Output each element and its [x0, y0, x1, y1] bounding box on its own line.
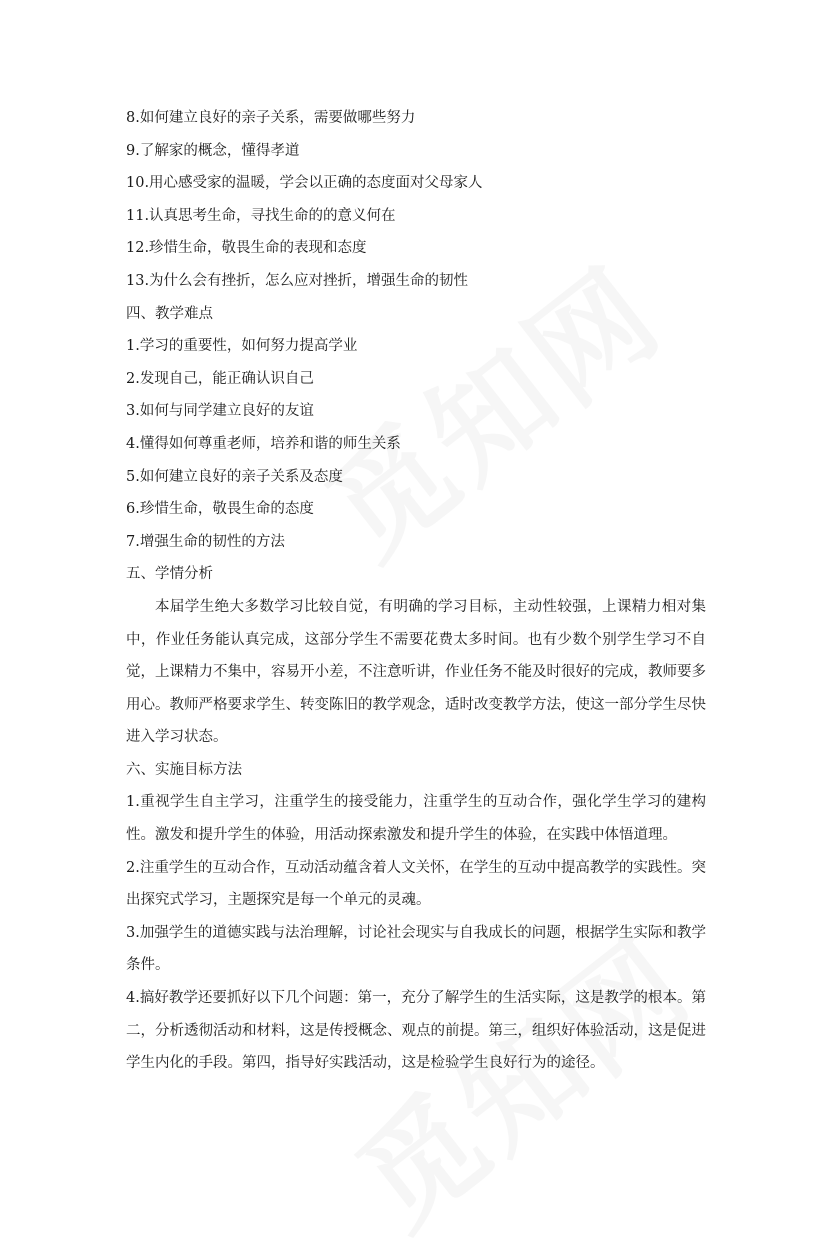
list-item: 3.如何与同学建立良好的友谊 — [126, 403, 314, 420]
method-paragraph: 2.注重学生的互动合作，互动活动蕴含着人文关怀，在学生的互动中提高教学的实践性。突出探究式学习，主题探究是每一个单元的灵魂。 — [126, 859, 706, 909]
list-item: 11.认真思考生命，寻找生命的的意义何在 — [126, 207, 396, 224]
method-paragraph: 1.重视学生自主学习，注重学生的接受能力，注重学生的互动合作，强化学生学习的建构性。激发和提升学生的体验，用活动探索激发和提升学生的体验，在实践中体悟道理。 — [126, 794, 706, 844]
method-paragraph: 4.搞好教学还要抓好以下几个问题：第一，充分了解学生的生活实际，这是教学的根本。第二，分析透彻活动和材料，这是传授概念、观点的前提。第三，组织好体验活动，这是促进学生内化的手段。第四，指导好实践活动，这是检验学生良好行为的途径。 — [126, 990, 706, 1072]
section-heading-difficulties: 四、教学难点 — [126, 305, 213, 322]
list-item: 8.如何建立良好的亲子关系，需要做哪些努力 — [126, 110, 416, 126]
list-item: 2.发现自己，能正确认识自己 — [126, 370, 314, 387]
list-item: 1.学习的重要性，如何努力提高学业 — [126, 338, 358, 355]
section-heading-analysis: 五、学情分析 — [126, 566, 213, 583]
section-heading-methods: 六、实施目标方法 — [126, 761, 242, 778]
analysis-paragraph: 本届学生绝大多数学习比较自觉，有明确的学习目标，主动性较强，上课精力相对集中，作业任务能认真完成，这部分学生不需要花费太多时间。也有少数个别学生学习不自觉，上课精力不集中，容易开小差，不注意听讲，作业任务不能及时很好的完成，教师要多用心。教师严格要求学生、转变陈旧的教学观念，适时改变教学方法，使这一部分学生尽快进入学习状态。 — [126, 598, 706, 746]
list-item: 12.珍惜生命，敬畏生命的表现和态度 — [126, 240, 367, 257]
list-item: 9.了解家的概念，懂得孝道 — [126, 142, 300, 159]
list-item: 4.懂得如何尊重老师，培养和谐的师生关系 — [126, 435, 401, 452]
list-item: 7.增强生命的韧性的方法 — [126, 533, 285, 550]
method-paragraph: 3.加强学生的道德实践与法治理解，讨论社会现实与自我成长的问题，根据学生实际和教学条件。 — [126, 924, 706, 974]
list-item: 5.如何建立良好的亲子关系及态度 — [126, 468, 343, 485]
list-item: 13.为什么会有挫折，怎么应对挫折，增强生命的韧性 — [126, 272, 469, 289]
list-item: 6.珍惜生命，敬畏生命的态度 — [126, 501, 314, 518]
document-body — [126, 102, 706, 1080]
list-item: 10.用心感受家的温暖，学会以正确的态度面对父母家人 — [126, 175, 483, 192]
